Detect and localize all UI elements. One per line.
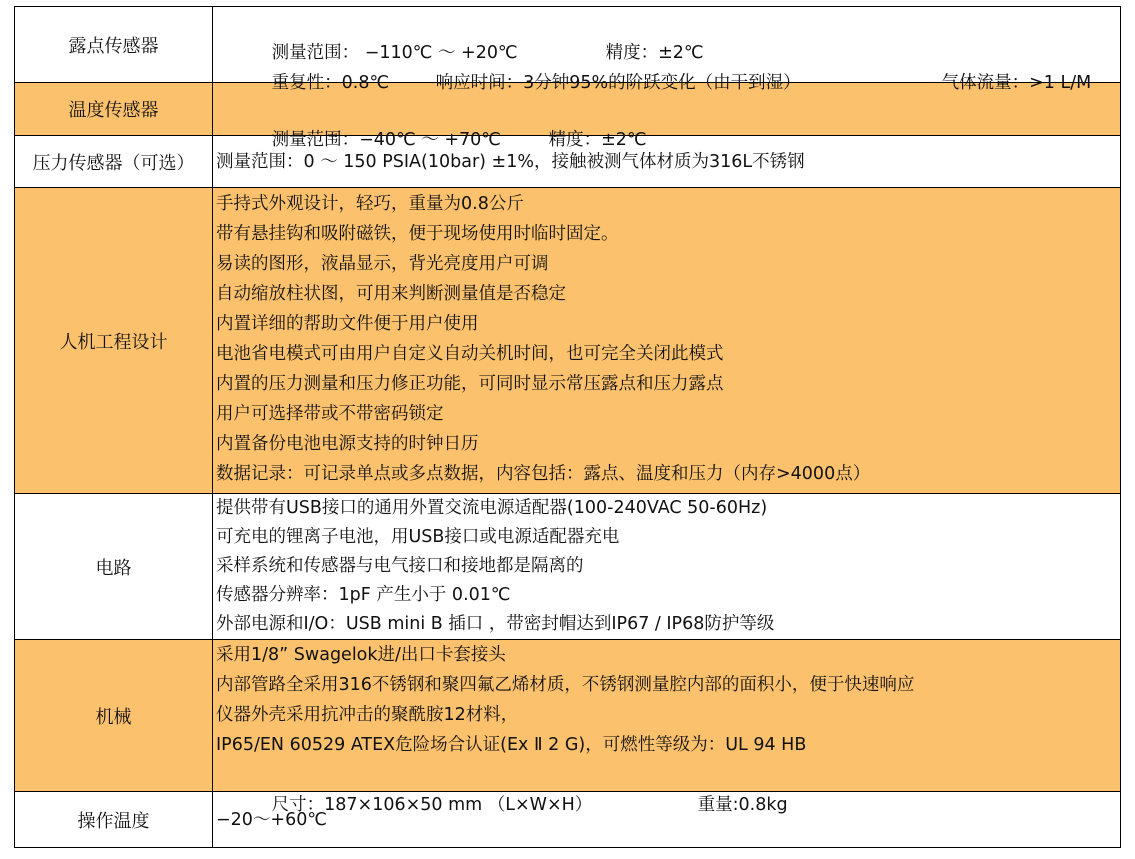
- content-line: [216, 700, 1120, 730]
- content-line: [216, 399, 1120, 429]
- spec-gas-flow: 气体流量：>1 L/M: [941, 73, 1092, 93]
- content-text: 外部电源和I/O：USB mini B 插口 ，带密封帽达到IP67 / IP68防护等级: [216, 614, 775, 634]
- table-row: [15, 494, 1121, 640]
- content-text: 电池省电模式可由用户自定义自动关机时间，也可完全关闭此模式: [216, 344, 724, 364]
- content-line: [216, 309, 1120, 339]
- content-text: 内置详细的帮助文件便于用户使用: [216, 314, 479, 334]
- content-text: 内置的压力测量和压力修正功能，可同时显示常压露点和压力露点: [216, 374, 724, 394]
- content-line: [216, 429, 1120, 459]
- content-line: [216, 369, 1120, 399]
- content-line: [216, 581, 1120, 610]
- spec-repeatability: 重复性：0.8℃: [271, 73, 390, 93]
- spec-range: 测量范围：−40℃ ～ +70℃: [271, 129, 501, 150]
- content-line: [216, 730, 1120, 760]
- content-text: 带有悬挂钩和吸附磁铁，便于现场使用时临时固定。: [216, 224, 619, 244]
- content-text: IP65/EN 60529 ATEX危险场合认证(Ex Ⅱ 2 G)，可燃性等级为：UL 94 HB: [216, 735, 807, 755]
- row-label: 露点传感器: [15, 7, 213, 83]
- content-line: [216, 523, 1120, 552]
- content-line: [216, 552, 1120, 581]
- content-text: 采样系统和传感器与电气接口和接地都是隔离的: [216, 556, 584, 576]
- spec-accuracy: 精度：±2℃: [548, 129, 647, 150]
- row-label: 人机工程设计: [15, 188, 213, 494]
- row-label: 温度传感器: [15, 83, 213, 136]
- content-text: 测量范围：0 ～ 150 PSIA(10bar) ±1%，接触被测气体材质为316L不锈钢: [216, 152, 805, 172]
- spec-accuracy: 精度：±2℃: [605, 43, 704, 63]
- table-row: [15, 188, 1121, 494]
- row-label: 操作温度: [15, 792, 213, 848]
- content-text: 提供带有USB接口的通用外置交流电源适配器(100-240VAC 50-60Hz): [216, 498, 768, 518]
- spec-dimensions: 尺寸：187×106×50 mm （L×W×H）: [271, 795, 593, 815]
- row-content: [213, 7, 1121, 93]
- row-content: [213, 188, 1121, 494]
- content-line: [216, 640, 1120, 670]
- content-line: [216, 8, 1120, 63]
- spec-range: 测量范围： −110℃ ～ +20℃: [271, 43, 518, 63]
- row-content: [213, 494, 1121, 640]
- content-line: [216, 189, 1120, 219]
- row-label: 电路: [15, 494, 213, 640]
- spec-weight: 重量:0.8kg: [697, 795, 788, 815]
- content-text: 用户可选择带或不带密码锁定: [216, 404, 444, 424]
- row-label: 压力传感器（可选）: [15, 136, 213, 188]
- content-line: [216, 147, 1120, 177]
- content-line: [216, 610, 1120, 639]
- spec-table: [14, 6, 1121, 848]
- table-row: [15, 7, 1121, 83]
- content-line: [216, 670, 1120, 700]
- content-line: [216, 95, 1120, 150]
- row-label: 机械: [15, 640, 213, 792]
- spec-response-time: 响应时间：3分钟95%的阶跃变化（由干到湿）: [435, 73, 801, 93]
- table-row: [15, 640, 1121, 792]
- content-text: −20～+60℃: [216, 810, 328, 830]
- content-text: 自动缩放柱状图，可用来判断测量值是否稳定: [216, 284, 566, 304]
- content-line: [216, 494, 1120, 523]
- content-line: [216, 459, 1120, 489]
- content-line: [216, 249, 1120, 279]
- row-content: [213, 640, 1121, 815]
- content-line: [216, 219, 1120, 249]
- content-line: [216, 279, 1120, 309]
- content-text: 手持式外观设计，轻巧，重量为0.8公斤: [216, 194, 524, 214]
- content-text: 传感器分辨率：1pF 产生小于 0.01℃: [216, 585, 511, 605]
- content-line: [216, 339, 1120, 369]
- content-text: 仪器外壳采用抗冲击的聚酰胺12材料，: [216, 705, 519, 725]
- content-text: 可充电的锂离子电池，用USB接口或电源适配器充电: [216, 527, 620, 547]
- content-text: 易读的图形，液晶显示，背光亮度用户可调: [216, 254, 549, 274]
- content-text: 内部管路全采用316不锈钢和聚四氟乙烯材质，不锈钢测量腔内部的面积小，便于快速响应: [216, 675, 915, 695]
- content-text: 数据记录：可记录单点或多点数据，内容包括：露点、温度和压力（内存>4000点）: [216, 464, 871, 484]
- content-text: 采用1/8” Swagelok进/出口卡套接头: [216, 645, 506, 665]
- content-text: 内置备份电池电源支持的时钟日历: [216, 434, 479, 454]
- content-line: [216, 760, 1120, 815]
